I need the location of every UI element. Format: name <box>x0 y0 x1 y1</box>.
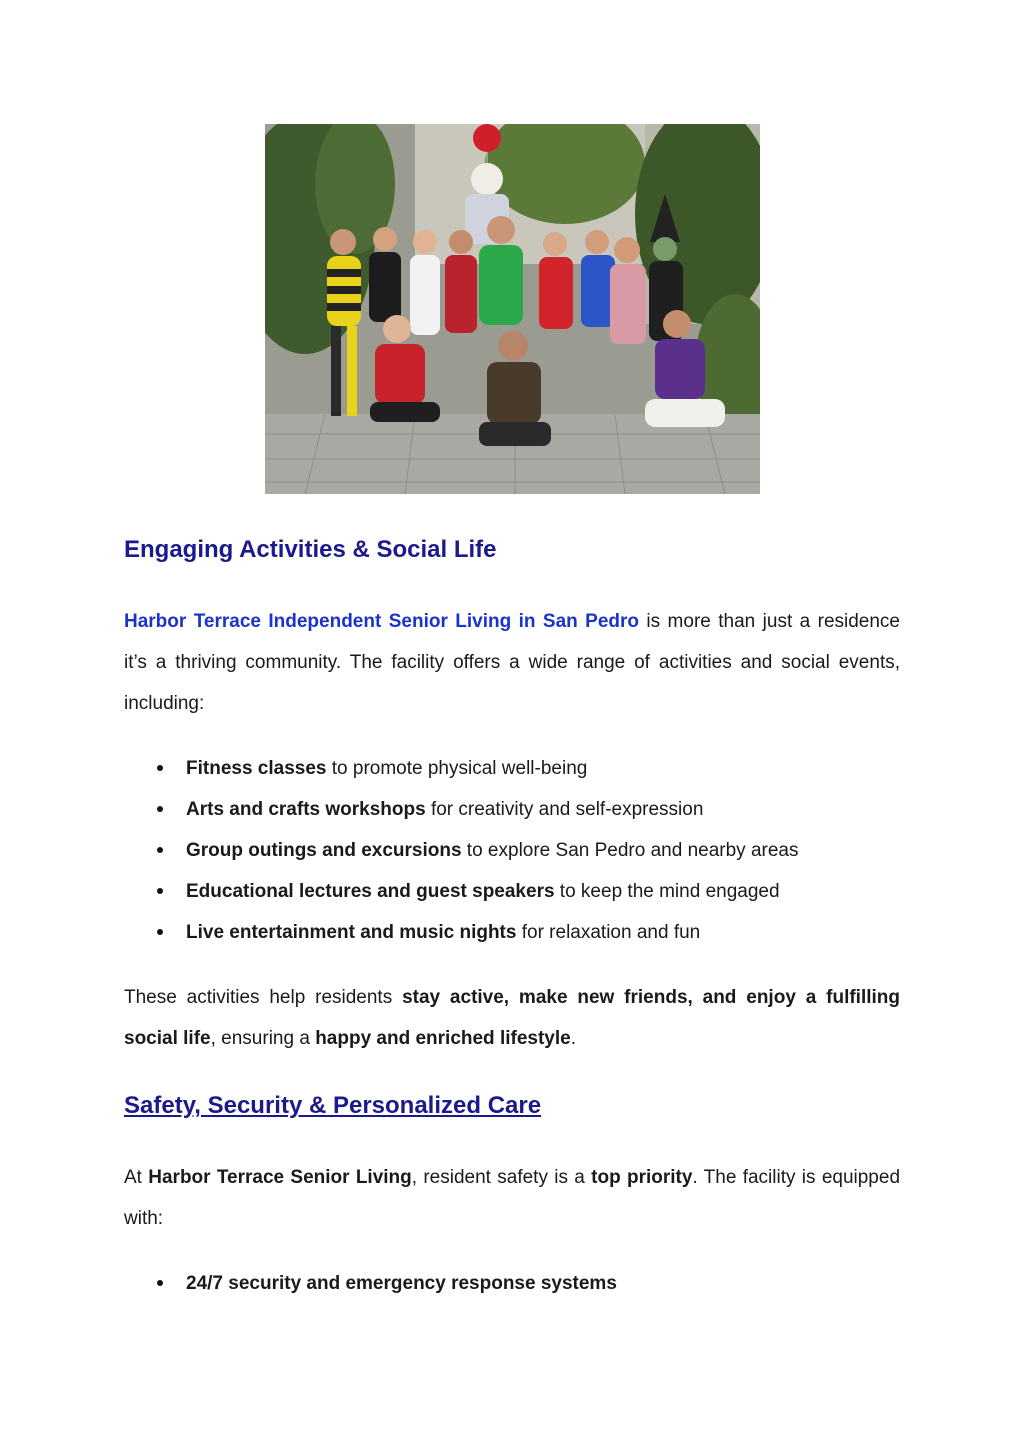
safety-bold: Harbor Terrace Senior Living <box>148 1167 412 1188</box>
closing-text: , ensuring a <box>210 1028 316 1049</box>
list-item-bold: Group outings and excursions <box>186 840 462 861</box>
section-heading-link[interactable]: Safety, Security & Personalized Care <box>124 1092 542 1119</box>
list-item-text: for relaxation and fun <box>516 922 701 943</box>
list-item <box>124 748 900 789</box>
costume-group-photo <box>265 124 760 494</box>
safety-text: At <box>124 1167 149 1188</box>
list-item-text: to keep the mind engaged <box>554 881 780 902</box>
safety-bold: top priority <box>591 1167 693 1188</box>
list-item-bold: Fitness classes <box>186 758 327 779</box>
list-item <box>124 1263 900 1304</box>
closing-paragraph <box>124 977 900 1059</box>
list-item-bold: Live entertainment and music nights <box>186 922 517 943</box>
section-heading: Engaging Activities & Social Life <box>124 536 497 563</box>
safety-paragraph-container <box>124 1157 900 1239</box>
list-item-bold: Educational lectures and guest speakers <box>186 881 555 902</box>
closing-bold: stay active, make new friends, and enjoy a fulfilling social life <box>124 987 901 1049</box>
list-item <box>124 830 900 871</box>
activities-list <box>124 748 900 953</box>
closing-text: These activities help residents <box>124 987 403 1008</box>
list-item-bold: Arts and crafts workshops <box>186 799 426 820</box>
safety-list-container <box>124 1263 900 1304</box>
list-item-bold: 24/7 security and emergency response systems <box>186 1273 617 1294</box>
closing-bold: happy and enriched lifestyle <box>315 1028 571 1049</box>
intro-paragraph-container <box>124 601 900 724</box>
list-item-text: for creativity and self-expression <box>425 799 704 820</box>
safety-paragraph <box>124 1157 900 1239</box>
list-item <box>124 871 900 912</box>
safety-list <box>124 1263 900 1304</box>
closing-paragraph-container <box>124 977 900 1059</box>
list-item <box>124 789 900 830</box>
list-item-text: to explore San Pedro and nearby areas <box>461 840 799 861</box>
intro-text: is more than just a residence it’s a thriving community. The facility offers a wide range of activities and social events, including: <box>124 611 900 714</box>
intro-paragraph <box>124 601 900 724</box>
harbor-terrace-link[interactable]: Harbor Terrace Independent Senior Living in San Pedro <box>124 611 640 632</box>
section-engaging-activities <box>124 535 900 565</box>
list-item-text: to promote physical well-being <box>326 758 588 779</box>
list-item <box>124 912 900 953</box>
section-safety-security <box>124 1091 900 1121</box>
closing-text: . <box>570 1028 576 1049</box>
activities-list-container <box>124 748 900 953</box>
safety-text: . The facility is equipped with: <box>124 1167 901 1229</box>
safety-text: , resident safety is a <box>411 1167 592 1188</box>
